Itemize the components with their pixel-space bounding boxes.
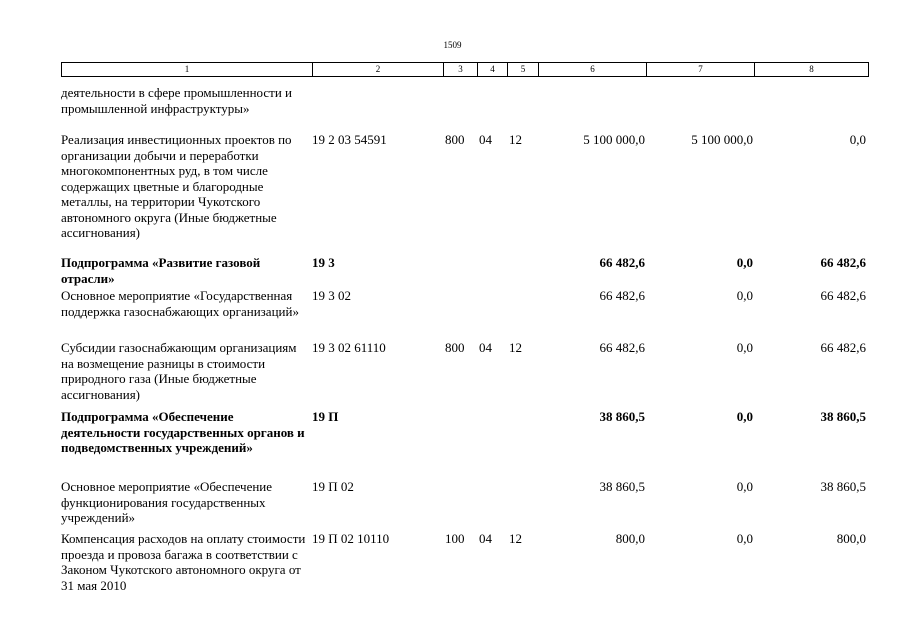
row-section: 04 — [479, 340, 492, 355]
row-value-6: 38 860,5 — [599, 409, 645, 424]
row-code: 19 3 02 61110 — [312, 340, 386, 355]
row-name: Компенсация расходов на оплату стоимости проезда и провоза багажа в соответствии с Законом Чукотского автономного округа от 31 мая 2010 — [61, 531, 306, 593]
row-value-8: 38 860,5 — [820, 479, 866, 494]
row-value-6: 66 482,6 — [599, 340, 645, 355]
table-header — [61, 62, 869, 77]
row-code: 19 П 02 — [312, 479, 354, 494]
page-number: 1509 — [443, 40, 462, 50]
row-value-8: 38 860,5 — [820, 409, 866, 424]
row-value-7: 0,0 — [736, 479, 753, 494]
row-section: 04 — [479, 531, 492, 546]
row-value-8: 800,0 — [836, 531, 866, 546]
row-code: 19 3 02 — [312, 288, 351, 303]
row-expense-type: 800 — [445, 132, 465, 147]
header-col-1: 1 — [62, 63, 313, 76]
header-col-2: 2 — [313, 63, 444, 76]
row-value-6: 5 100 000,0 — [583, 132, 645, 147]
row-value-7: 0,0 — [736, 531, 753, 546]
row-value-8: 66 482,6 — [820, 288, 866, 303]
header-col-3: 3 — [444, 63, 478, 76]
header-col-5: 5 — [508, 63, 539, 76]
row-name: Основное мероприятие «Обеспечение функционирования государственных учреждений» — [61, 479, 273, 525]
row-code: 19 П 02 10110 — [312, 531, 390, 546]
row-name: Подпрограмма «Развитие газовой отрасли» — [61, 255, 261, 286]
header-col-7: 7 — [647, 63, 755, 76]
row-value-7: 5 100 000,0 — [691, 132, 753, 147]
row-code: 19 П — [312, 409, 339, 424]
row-subsection: 12 — [509, 132, 522, 147]
row-value-6: 800,0 — [615, 531, 645, 546]
row-code: 19 3 — [312, 255, 335, 270]
row-name: Субсидии газоснабжающим организациям на возмещение разницы в стоимости природного газа (Иные бюджетные ассигнования) — [61, 340, 297, 402]
row-expense-type: 100 — [445, 531, 465, 546]
row-name: деятельности в сфере промышленности и промышленной инфраструктуры» — [61, 85, 292, 116]
row-value-8: 66 482,6 — [820, 255, 866, 270]
row-subsection: 12 — [509, 531, 522, 546]
row-value-6: 38 860,5 — [599, 479, 645, 494]
row-name: Основное мероприятие «Государственная поддержка газоснабжающих организаций» — [61, 288, 299, 319]
row-name: Реализация инвестиционных проектов по организации добычи и переработки многокомпонентных руд, в том числе содержащих цветные и благородные металлы, на территории Чукотского автономного округа (Иные бюджетные ассигнования) — [61, 132, 292, 240]
row-value-7: 0,0 — [736, 255, 753, 270]
row-value-8: 0,0 — [849, 132, 866, 147]
row-expense-type: 800 — [445, 340, 465, 355]
header-col-6: 6 — [539, 63, 647, 76]
row-name: Подпрограмма «Обеспечение деятельности государственных органов и подведомственных учреждений» — [61, 409, 305, 455]
row-value-6: 66 482,6 — [599, 255, 645, 270]
row-code: 19 2 03 54591 — [312, 132, 387, 147]
row-value-7: 0,0 — [736, 288, 753, 303]
row-section: 04 — [479, 132, 492, 147]
header-col-4: 4 — [478, 63, 508, 76]
row-value-6: 66 482,6 — [599, 288, 645, 303]
row-subsection: 12 — [509, 340, 522, 355]
row-value-7: 0,0 — [736, 409, 753, 424]
row-value-7: 0,0 — [736, 340, 753, 355]
header-col-8: 8 — [809, 64, 814, 74]
row-value-8: 66 482,6 — [820, 340, 866, 355]
